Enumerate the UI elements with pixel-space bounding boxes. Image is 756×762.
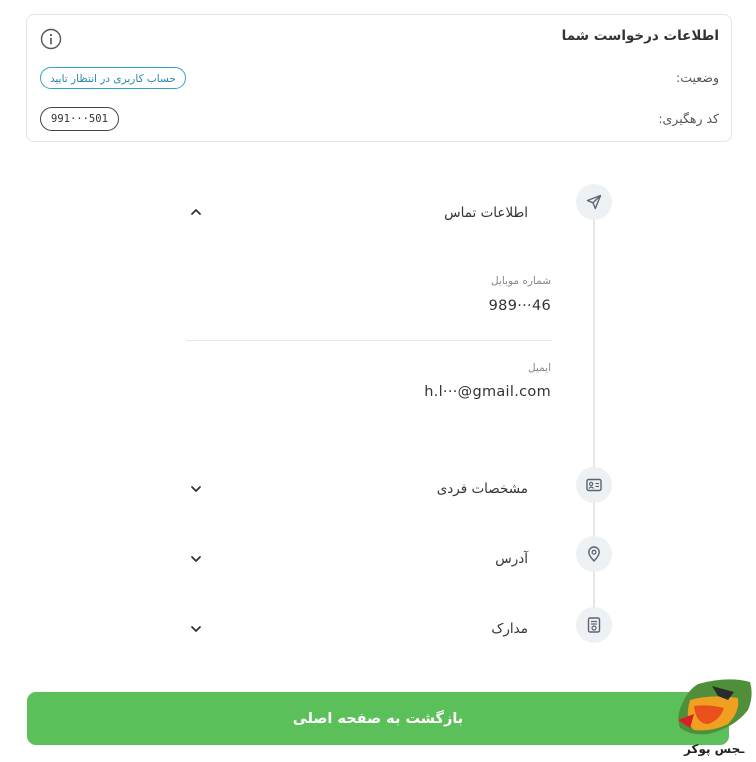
email-value: h.l···@gmail.com	[424, 384, 551, 400]
section-title-address[interactable]: آدرس	[495, 551, 528, 567]
tracking-code-badge: 991···501	[40, 107, 119, 131]
step-personal	[576, 467, 612, 503]
email-label: ایمیل	[527, 362, 551, 374]
chevron-down-icon[interactable]	[189, 482, 203, 496]
id-card-icon	[585, 476, 603, 494]
chevron-down-icon[interactable]	[189, 622, 203, 636]
mobile-label: شماره موبایل	[490, 275, 551, 287]
section-title-contact[interactable]: اطلاعات تماس	[444, 205, 528, 221]
brand-logo-icon	[668, 676, 756, 740]
brand-logo-text: ـجس پوکر	[684, 742, 745, 756]
request-info-card	[26, 14, 732, 142]
step-documents	[576, 607, 612, 643]
location-pin-icon	[585, 545, 603, 563]
info-icon[interactable]	[40, 28, 62, 50]
document-icon	[585, 616, 603, 634]
step-contact	[576, 184, 612, 220]
step-address	[576, 536, 612, 572]
status-label: وضعیت:	[676, 70, 719, 85]
chevron-down-icon[interactable]	[189, 552, 203, 566]
section-title-personal[interactable]: مشخصات فردی	[436, 481, 528, 497]
tracking-label: کد رهگیری:	[658, 111, 719, 126]
send-icon	[585, 193, 603, 211]
mobile-value: 989···46	[488, 298, 551, 314]
chevron-up-icon[interactable]	[189, 205, 203, 219]
card-title: اطلاعات درخواست شما	[561, 28, 719, 44]
back-to-home-button[interactable]: بازگشت به صفحه اصلی	[27, 692, 729, 745]
status-badge: حساب کاربری در انتظار تایید	[40, 67, 186, 89]
section-title-documents[interactable]: مدارک	[491, 621, 528, 637]
divider	[186, 340, 552, 341]
